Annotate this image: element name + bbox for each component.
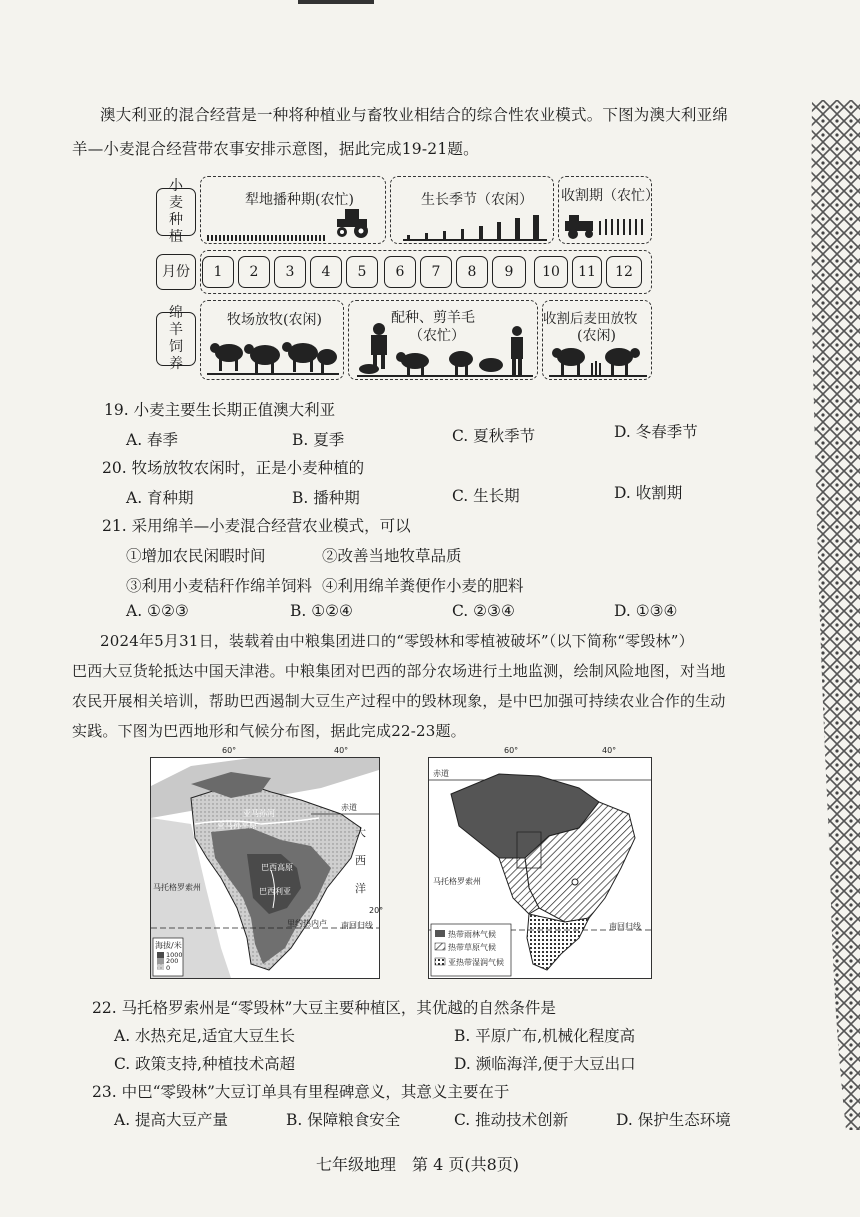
q22-option-c: C. 政策支持,种植技术高超 [114,1055,296,1073]
q20-option-d: D. 收割期 [614,484,683,502]
month-cell: 3 [274,256,306,288]
question-23-stem: 23. 中巴“零毁林”大豆订单具有里程碑意义，其意义主要在于 [92,1083,510,1101]
q20-option-a: A. 育种期 [126,489,194,507]
right-label-mato-grosso: 马托格罗索州 [433,877,481,886]
legend-elevation-title: 海拔/米 [155,941,182,950]
label-lat-20: 20° [369,906,384,915]
q23-option-a: A. 提高大豆产量 [114,1111,229,1129]
legend-rainforest: 热带雨林气候 [448,930,496,939]
question-19-stem: 19. 小麦主要生长期正值澳大利亚 [104,401,336,419]
label-ocean-yang: 洋 [355,882,366,895]
label-brasilia: 巴西利亚 [259,887,291,896]
left-map-lon-40: 40° [334,746,349,755]
right-map-lon-60: 60° [504,746,519,755]
wheat-segment-sowing [200,176,386,244]
q22-option-d: D. 濒临海洋,便于大豆出口 [454,1055,636,1073]
month-cell: 1 [202,256,234,288]
intro-line-1: 澳大利亚的混合经营是一种将种植业与畜牧业相结合的综合性农业模式。下图为澳大利亚绵 [100,106,729,124]
q22-option-b: B. 平原广布,机械化程度高 [454,1027,636,1045]
right-label-equator: 赤道 [433,769,449,778]
month-cell: 12 [606,256,642,288]
label-rio: 里约热内卢 [287,919,327,928]
sheep-herd-icon [207,335,339,375]
top-scan-mark [298,0,374,4]
q20-option-c: C. 生长期 [452,487,520,505]
row-label-month: 月份 [156,254,196,290]
right-label-tropic: 南回归线 [609,922,641,931]
sheep-segment-shearing-label: 配种、剪羊毛 [391,310,475,326]
legend-elevation-0: 0 [166,964,171,972]
q21-option-b: B. ①②④ [290,602,353,620]
legend-savanna: 热带草原气候 [448,943,496,952]
page-footer: 七年级地理 第 4 页(共8页) [316,1155,520,1174]
brazil-terrain-map [150,757,384,979]
row-label-wheat: 小麦种植 [156,188,196,236]
month-cell: 10 [534,256,568,288]
q21-item-1: ①增加农民闲暇时间 [126,547,266,565]
sheep-segment-shearing [348,300,538,380]
q21-option-a: A. ①②③ [126,602,189,620]
passage2-line-3: 农民开展相关培训，帮助巴西遏制大豆生产过程中的毁林现象，是中巴加强可持续农业合作的生动 [72,692,726,710]
wheat-sprouts-icon [403,213,547,241]
sheep-segment-grazing [200,300,344,380]
month-cell: 9 [492,256,526,288]
q22-option-a: A. 水热充足,适宜大豆生长 [114,1027,295,1045]
label-tropic: 南回归线 [341,921,373,930]
harvester-icon [563,213,647,239]
q21-item-4: ④利用绵羊粪便作小麦的肥料 [322,577,524,595]
sheep-segment-grazing-label: 牧场放牧(农闲) [227,312,322,328]
q23-option-d: D. 保护生态环境 [616,1111,731,1129]
month-cell: 11 [572,256,602,288]
label-amazon-river: 亚马孙河 [243,809,275,818]
passage2-line-4: 实践。下图为巴西地形和气候分布图，据此完成22-23题。 [72,722,466,740]
shearing-scene-icon [357,317,533,377]
q21-option-d: D. ①③④ [614,602,678,620]
q21-option-c: C. ②③④ [452,602,515,620]
passage2-line-2: 巴西大豆货轮抵达中国天津港。中粮集团对巴西的部分农场进行土地监测，绘制风险地图，对当地 [72,662,726,680]
page-edge-pattern [802,100,860,1130]
left-map-lon-60: 60° [222,746,237,755]
q19-option-a: A. 春季 [126,431,179,449]
wheat-segment-sowing-label: 犁地播种期(农忙) [245,192,354,208]
legend-elevation-200: 200 [166,957,179,965]
question-21-stem: 21. 采用绵羊—小麦混合经营农业模式，可以 [102,517,411,535]
q19-option-d: D. 冬春季节 [614,423,698,441]
month-cell: 4 [310,256,342,288]
sheep-in-field-icon [549,343,647,377]
q19-option-b: B. 夏季 [292,431,345,449]
month-cell: 8 [456,256,488,288]
label-ocean-xi: 西 [355,854,366,867]
wheat-segment-harvest-label: 收割期（农忙） [561,188,659,204]
month-cell: 2 [238,256,270,288]
sheep-segment-stubble-note: (农闲) [577,328,616,344]
q23-option-b: B. 保障粮食安全 [286,1111,401,1129]
legend-elevation-1000: 1000 [166,951,183,959]
tractor-icon [331,205,375,239]
wheat-segment-growing [390,176,554,244]
farming-schedule-figure [156,172,659,382]
label-mato-grosso: 马托格罗索州 [153,883,201,892]
month-cell: 6 [384,256,416,288]
label-equator: 赤道 [341,803,357,812]
row-label-sheep: 绵羊饲养 [156,312,196,366]
label-ocean-da: 大 [355,826,366,839]
q19-option-c: C. 夏秋季节 [452,427,536,445]
brazil-climate-map [428,757,652,979]
wheat-segment-harvest [558,176,659,244]
month-cell: 5 [346,256,378,288]
right-map-lon-40: 40° [602,746,617,755]
question-20-stem: 20. 牧场放牧农闲时，正是小麦种植的 [102,459,365,477]
label-brazilian-highlands: 巴西高原 [261,863,293,872]
sheep-segment-stubble-label: 收割后麦田放牧 [543,311,638,327]
q21-item-2: ②改善当地牧草品质 [322,547,462,565]
question-22-stem: 22. 马托格罗索州是“零毁林”大豆主要种植区，其优越的自然条件是 [92,999,556,1017]
q20-option-b: B. 播种期 [292,489,360,507]
intro-line-2: 羊—小麦混合经营带农事安排示意图，据此完成19-21题。 [72,140,479,158]
sheep-segment-stubble [542,300,652,380]
label-amazon-plain: 亚马孙平原 [217,821,257,830]
wheat-segment-growing-label: 生长季节（农闲） [421,192,533,208]
legend-subtropical: 亚热带湿润气候 [448,958,504,967]
passage2-line-1: 2024年5月31日，装载着由中粮集团进口的“零毁林和零植被破坏”（以下简称“零毁林”） [100,632,694,650]
sheep-segment-shearing-note: （农忙） [409,328,465,344]
field-stripe [207,235,327,241]
q23-option-c: C. 推动技术创新 [454,1111,569,1129]
month-cell: 7 [420,256,452,288]
q21-item-3: ③利用小麦秸秆作绵羊饲料 [126,577,313,595]
